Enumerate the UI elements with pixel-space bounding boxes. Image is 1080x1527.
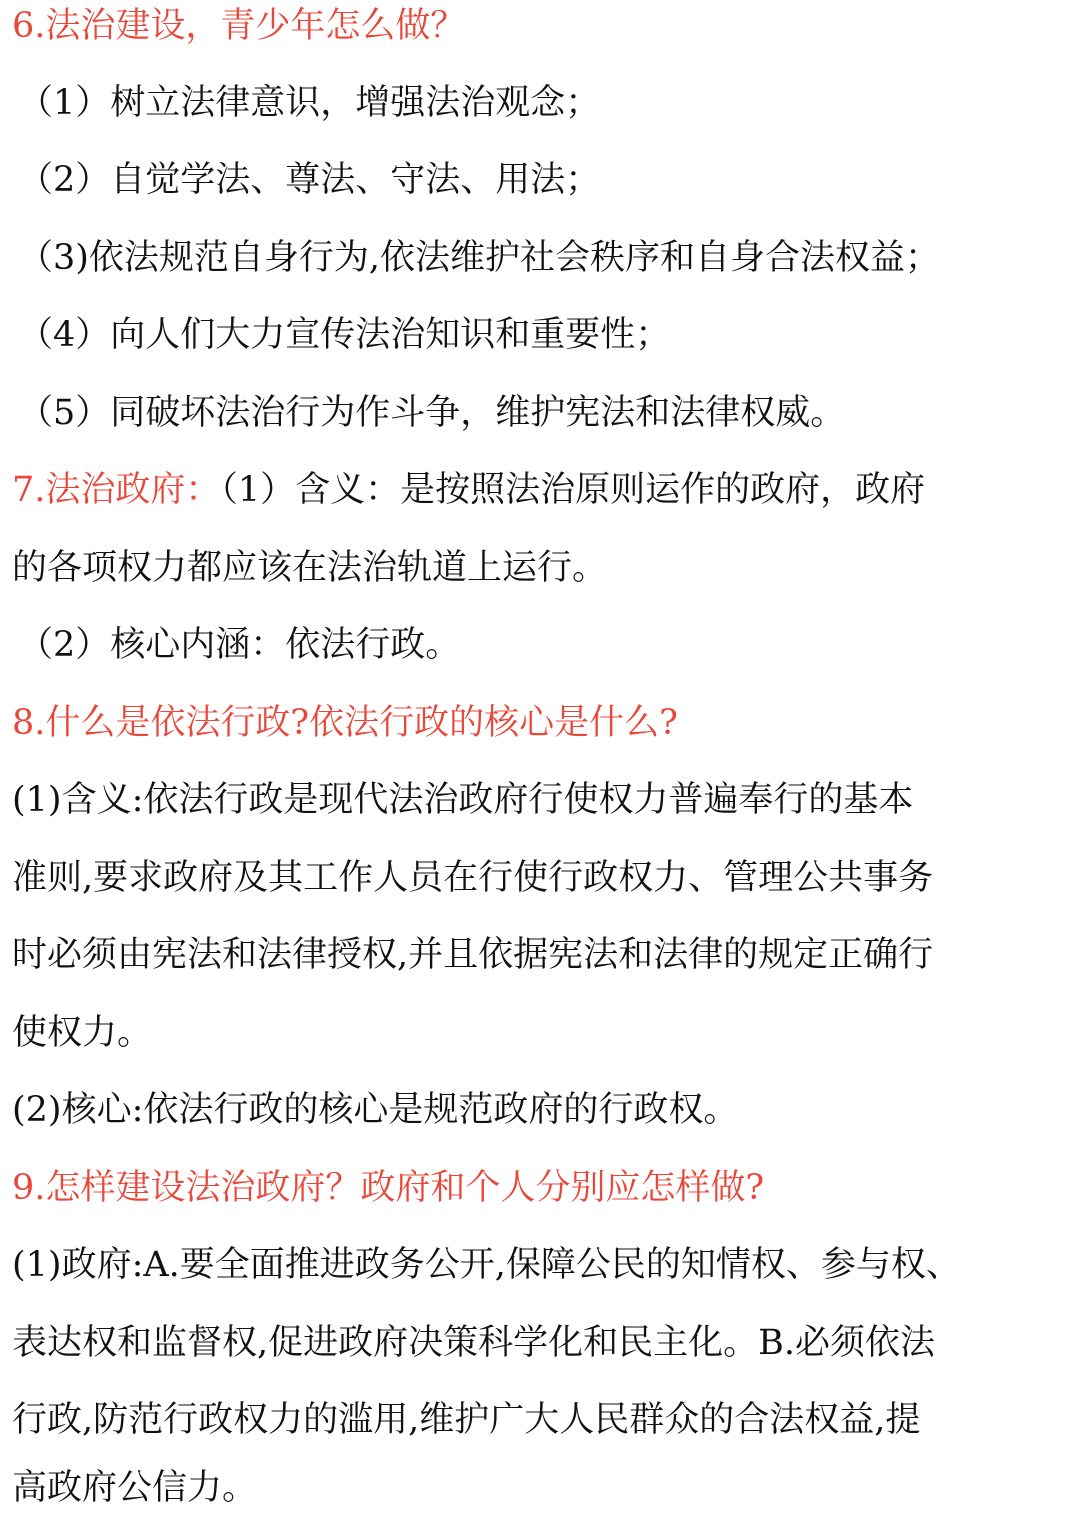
section-6-item-3: （3)依法规范自身行为,依法维护社会秩序和自身合法权益； xyxy=(18,238,941,278)
section-6-item-1: （1）树立法律意识，增强法治观念； xyxy=(18,83,601,123)
section-8-line-5: (2)核心:依法行政的核心是规范政府的行政权。 xyxy=(12,1090,739,1130)
section-6-item-2: （2）自觉学法、尊法、守法、用法； xyxy=(18,160,601,200)
section-7-line-1: （1）含义：是按照法治原则运作的政府，政府 xyxy=(220,470,926,510)
section-7-title: 7.法治政府： xyxy=(12,470,221,510)
section-8-title: 8.什么是依法行政?依法行政的核心是什么? xyxy=(12,703,678,743)
section-6-title: 6.法治建设，青少年怎么做？ xyxy=(12,6,466,46)
section-6-item-4: （4）向人们大力宣传法治知识和重要性； xyxy=(18,315,671,355)
section-9-line-2: 表达权和监督权,促进政府决策科学化和民主化。B.必须依法 xyxy=(12,1323,935,1363)
section-9-line-1: (1)政府:A.要全面推进政务公开,保障公民的知情权、参与权、 xyxy=(12,1245,961,1285)
section-8-line-3: 时必须由宪法和法律授权,并且依据宪法和法律的规定正确行 xyxy=(12,935,934,975)
section-8-line-2: 准则,要求政府及其工作人员在行使行政权力、管理公共事务 xyxy=(12,858,934,898)
section-9-line-3: 行政,防范行政权力的滥用,维护广大人民群众的合法权益,提 xyxy=(12,1400,921,1440)
section-9-title: 9.怎样建设法治政府？政府和个人分别应怎样做? xyxy=(12,1168,765,1208)
section-7-line-2: 的各项权力都应该在法治轨道上运行。 xyxy=(12,548,608,588)
section-8-line-4: 使权力。 xyxy=(12,1013,153,1053)
section-7-row-1 xyxy=(12,452,925,529)
section-8-line-1: (1)含义:依法行政是现代法治政府行使权力普遍奉行的基本 xyxy=(12,780,914,820)
section-7-line-3: （2）核心内涵：依法行政。 xyxy=(18,625,461,665)
section-6-item-5: （5）同破坏法治行为作斗争，维护宪法和法律权威。 xyxy=(18,393,846,433)
section-9-line-4: 高政府公信力。 xyxy=(12,1468,258,1508)
